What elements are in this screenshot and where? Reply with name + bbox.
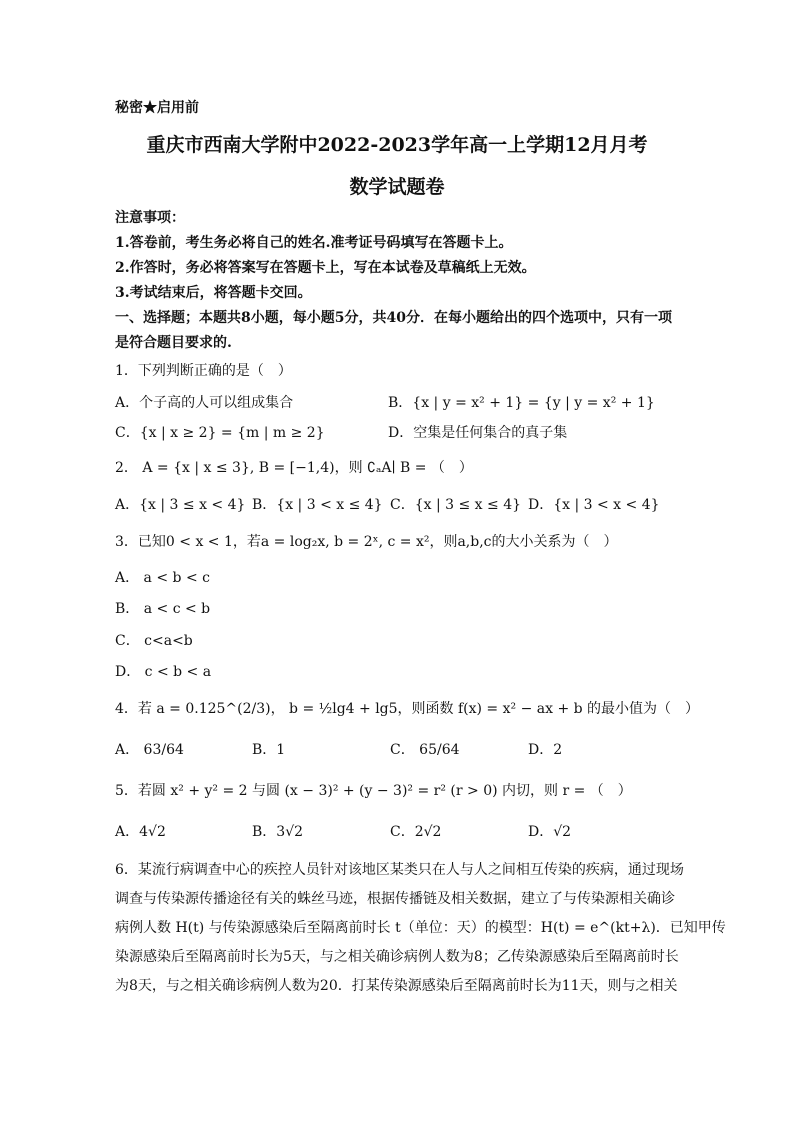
section-heading: 一、选择题；本题共8小题，每小题5分，共40分．在每小题给出的四个选项中，只有一项 <box>115 310 672 326</box>
question-5-stem: 5．若圆 x² + y² = 2 与圆 (x − 3)² + (y − 3)² = r² (r > 0) 内切，则 r = （ ） <box>115 783 632 799</box>
q5-option-b: B．3√2 <box>252 824 304 840</box>
note-item: 2.作答时，务必将答案写在答题卡上，写在本试卷及草稿纸上无效。 <box>115 260 536 276</box>
q1-option-d: D．空集是任何集合的真子集 <box>388 425 568 441</box>
q3-option-c: C． c<a<b <box>115 633 193 649</box>
q2-option-c: C．{x | 3 ≤ x ≤ 4} <box>390 497 522 513</box>
q2-option-a: A．{x | 3 ≤ x < 4} <box>115 497 246 513</box>
q6-line: 调查与传染源传播途径有关的蛛丝马迹，根据传播链及相关数据，建立了与传染源相关确诊 <box>115 891 675 907</box>
note-item: 1.答卷前，考生务必将自己的姓名.准考证号码填写在答题卡上。 <box>115 235 513 251</box>
notes-heading: 注意事项： <box>115 210 185 226</box>
question-6-text <box>115 856 726 1001</box>
exam-title: 重庆市西南大学附中2022-2023学年高一上学期12月月考 <box>146 134 648 156</box>
note-item: 3.考试结束后，将答题卡交回。 <box>115 285 312 301</box>
q4-option-a: A． 63/64 <box>115 742 184 758</box>
q3-option-a: A． a < b < c <box>115 570 210 586</box>
section-heading-cont: 是符合题目要求的. <box>115 335 232 351</box>
exam-subtitle: 数学试题卷 <box>349 176 445 198</box>
q6-line: 6．某流行病调查中心的疾控人员针对该地区某类只在人与人之间相互传染的疾病，通过现场 <box>115 862 684 878</box>
question-4-stem: 4．若 a = 0.125^(2/3)， b = ½lg4 + lg5，则函数 f(x) = x² − ax + b 的最小值为（ ） <box>115 701 700 717</box>
q3-option-b: B． a < c < b <box>115 601 211 617</box>
question-1-stem: 1．下列判断正确的是（ ） <box>115 363 292 379</box>
q5-option-d: D．√2 <box>528 824 572 840</box>
q1-option-b: B．{x | y = x² + 1} = {y | y = x² + 1} <box>388 395 655 411</box>
q4-option-c: C． 65/64 <box>390 742 460 758</box>
q2-option-b: B．{x | 3 < x ≤ 4} <box>252 497 383 513</box>
q4-option-d: D．2 <box>528 742 563 758</box>
q2-option-d: D．{x | 3 < x < 4} <box>528 497 660 513</box>
secret-label: 秘密★启用前 <box>115 100 199 116</box>
question-3-stem: 3．已知0 < x < 1，若a = log₂x, b = 2ˣ, c = x²，则a,b,c的大小关系为（ ） <box>115 534 618 550</box>
q5-option-a: A．4√2 <box>115 824 166 840</box>
q3-option-d: D． c < b < a <box>115 664 212 680</box>
q4-option-b: B．1 <box>252 742 286 758</box>
q1-option-c: C．{x | x ≥ 2} = {m | m ≥ 2} <box>115 425 325 441</box>
q6-line: 染源感染后至隔离前时长为5天，与之相关确诊病例人数为8；乙传染源感染后至隔离前时长 <box>115 949 679 965</box>
q5-option-c: C．2√2 <box>390 824 442 840</box>
q1-option-a: A．个子高的人可以组成集合 <box>115 395 294 411</box>
q6-line: 为8天，与之相关确诊病例人数为20．打某传染源感染后至隔离前时长为11天，则与之相关 <box>115 978 678 994</box>
question-2-stem: 2． A = {x | x ≤ 3}, B = [−1,4)，则 ∁ₐA∣ B = （ ） <box>115 460 473 476</box>
q6-line: 病例人数 H(t) 与传染源感染后至隔离前时长 t（单位：天）的模型：H(t) = e^(kt+λ)．已知甲传 <box>115 920 726 936</box>
